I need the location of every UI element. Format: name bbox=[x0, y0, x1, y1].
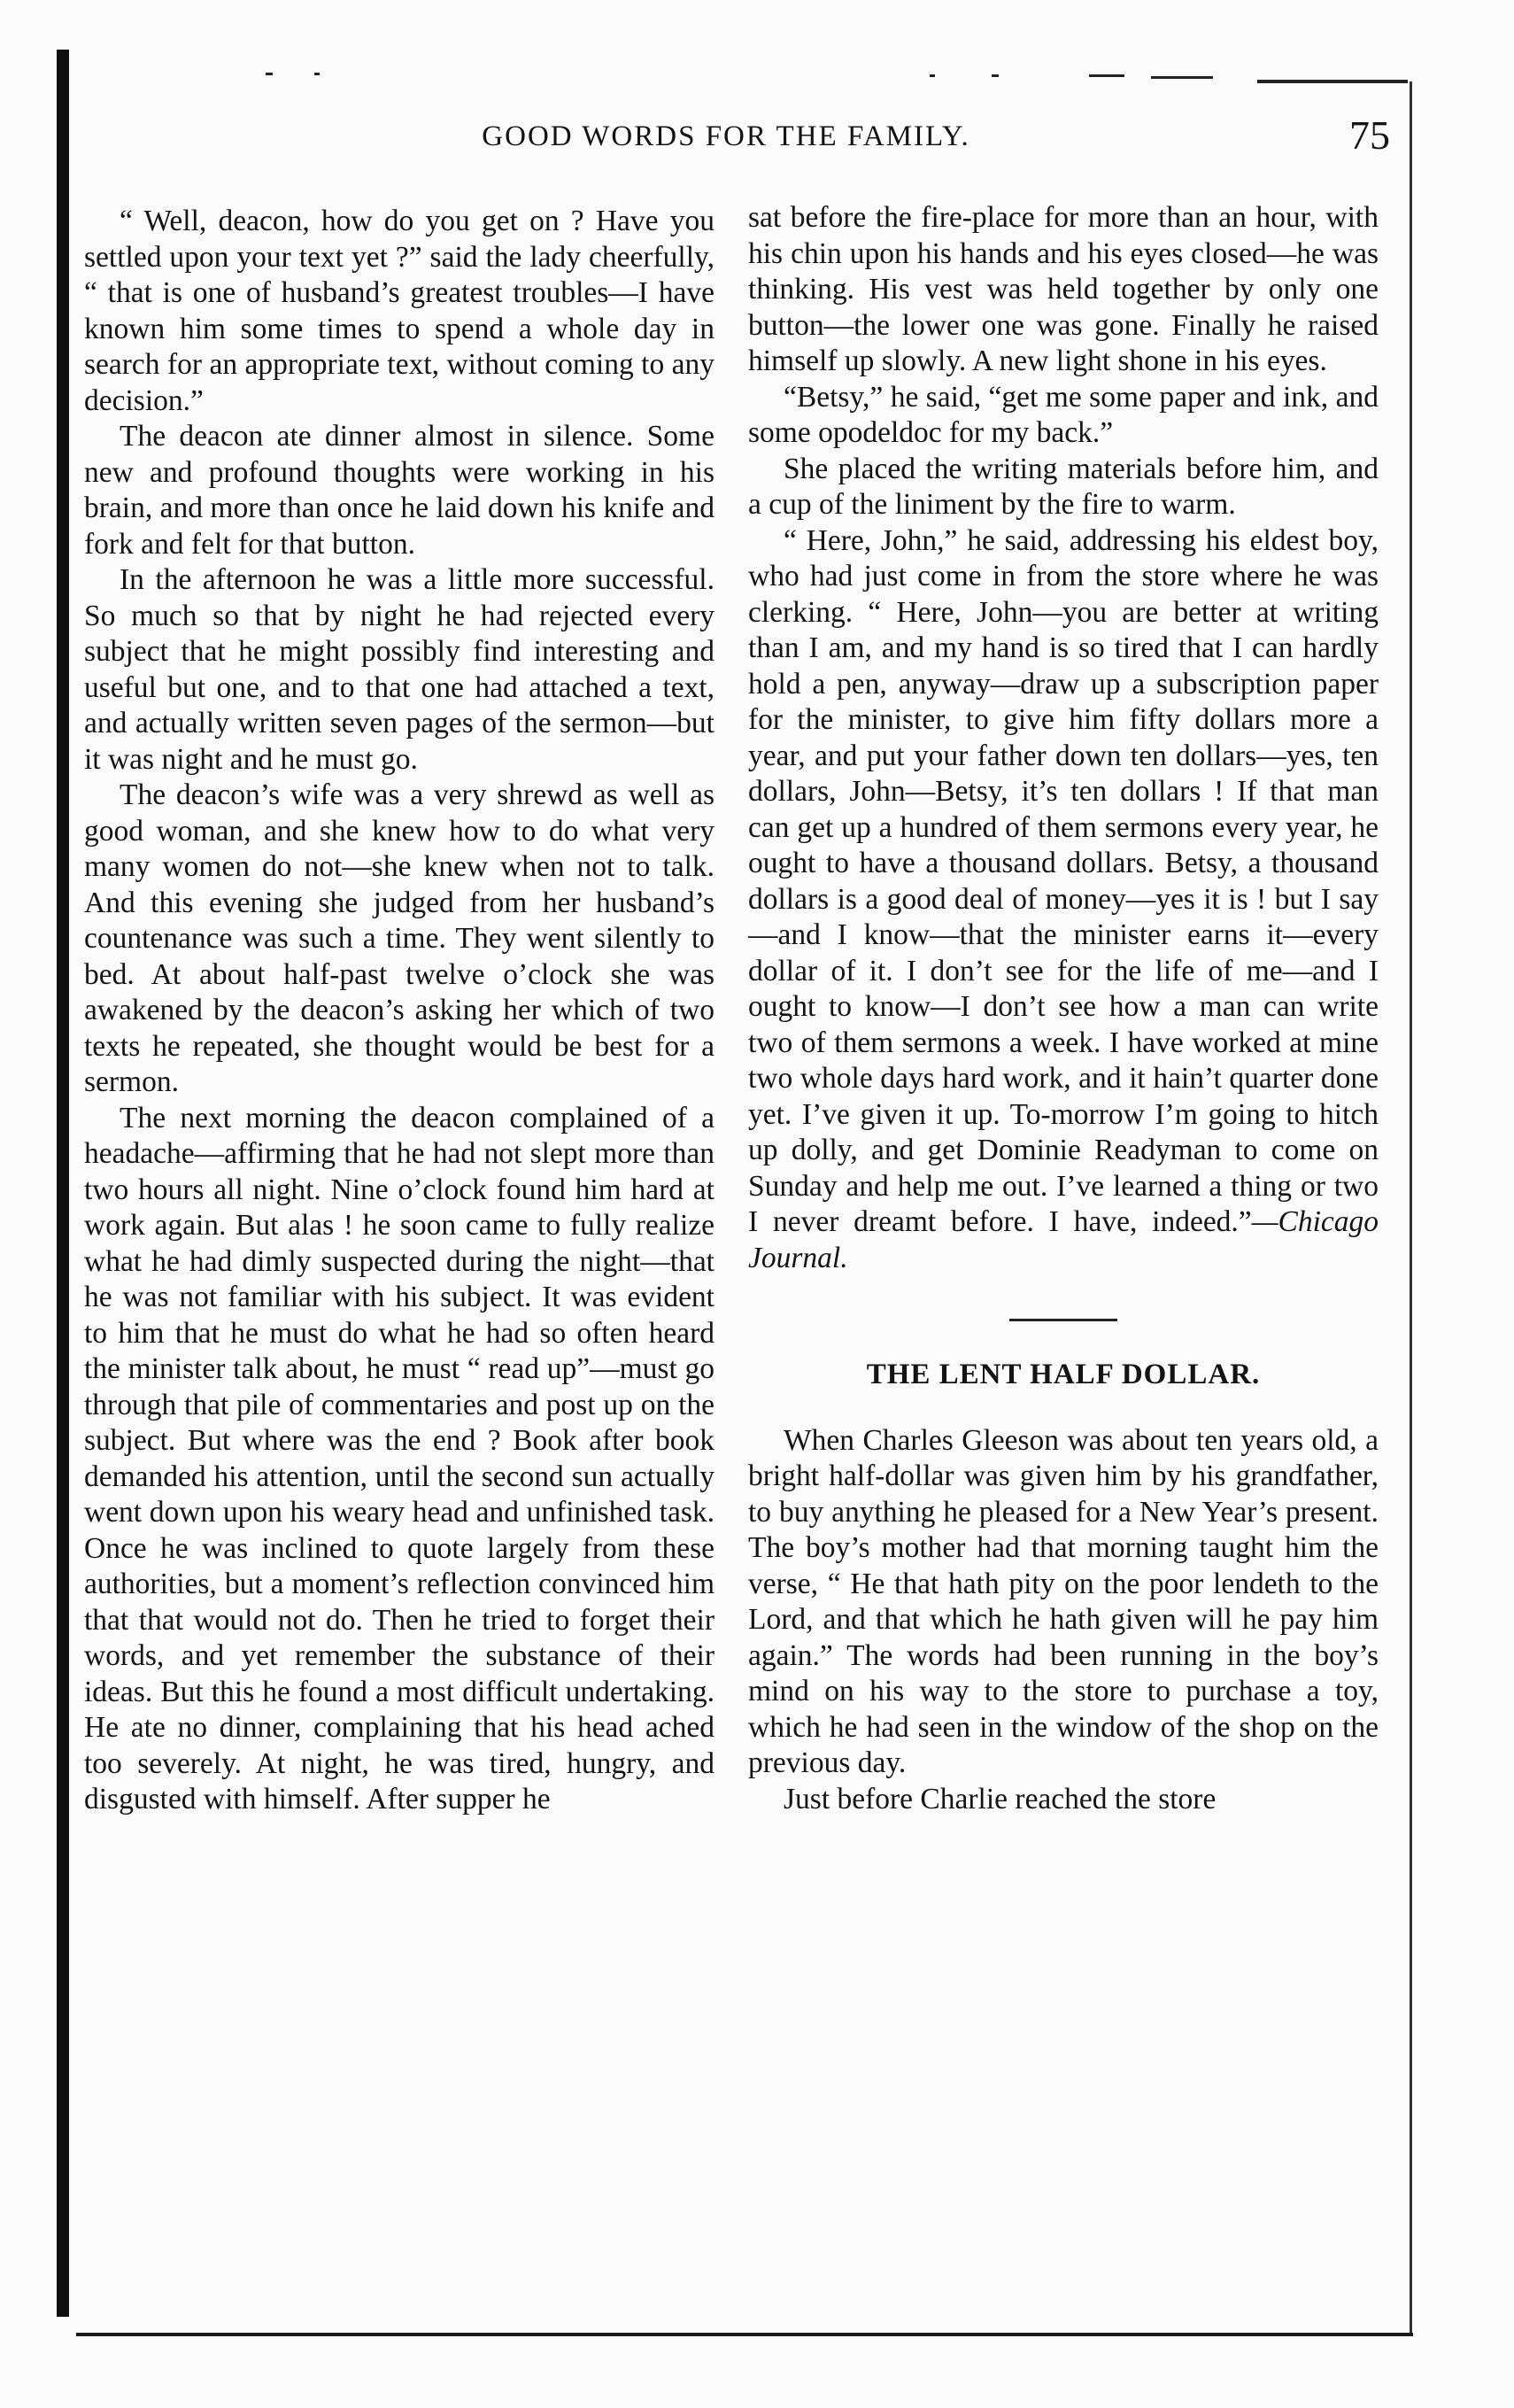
scan-mark bbox=[1089, 74, 1124, 77]
top-border-rule bbox=[1257, 80, 1408, 83]
scan-mark bbox=[992, 74, 999, 77]
right-border-rule bbox=[1410, 81, 1412, 2335]
page-binding-edge bbox=[57, 50, 69, 2317]
running-header-title: GOOD WORDS FOR THE FAMILY. bbox=[482, 120, 970, 152]
paragraph: sat before the fire-place for more than an hour, with his chin upon his hands and his eyes closed—he was thinking. His vest was held together by only one button—the lower one was gone. Finally he raised himself up slowly. A new light shone in his eyes. bbox=[748, 201, 1379, 377]
paragraph: “Betsy,” he said, “get me some paper and ink, and some opodeldoc for my back.” bbox=[748, 380, 1379, 449]
page-number: 75 bbox=[1349, 112, 1390, 158]
paragraph: Just before Charlie reached the store bbox=[784, 1782, 1217, 1816]
paragraph: The deacon’s wife was a very shrewd as well as good woman, and she knew how to do what very many women do not—she knew when not to talk. And this evening she judged from her husband’s countenance was such a time. They went silently to bed. At about half-past twelve o’clock she was awakened by the deacon’s asking her which of two texts he repeated, she thought would be best for a sermon. bbox=[84, 778, 715, 1098]
source-attribution: —Chicago Journal. bbox=[748, 1205, 1379, 1274]
scan-mark bbox=[314, 73, 320, 75]
paragraph: “ Well, deacon, how do you get on ? Have you settled upon your text yet ?” said the lady cheerfully, “ that is one of husband’s greatest troubles—I have known him some times to spend a whole day in search for an appropriate text, without coming to any decision.” bbox=[84, 205, 715, 417]
left-column bbox=[84, 204, 715, 1818]
paragraph: The next morning the deacon complained of a headache—affirming that he had not slept more than two hours all night. Nine o’clock found him hard at work again. But alas ! he soon came to fully realize what he had dimly suspected during the night—that he was not familiar with his subject. It was evident to him that he must do what he had so often heard the minister talk about, he must “ read up”—must go through that pile of commentaries and post up on the subject. But where was the end ? Book after book demanded his attention, until the second sun actually went down upon his weary head and unfinished task. Once he was inclined to quote largely from these authorities, but a moment’s reflection convinced him that that would not do. Then he tried to forget their words, and yet remember the substance of their ideas. But this he found a most difficult undertaking. He ate no dinner, complaining that his head ached too severely. At night, he was tired, hungry, and disgusted with himself. After supper he bbox=[84, 1101, 715, 1816]
paragraph: When Charles Gleeson was about ten years old, a bright half-dollar was given him by his grandfather, to buy anything he pleased for a New Year’s present. The boy’s mother had that morning taught him the verse, “ He that hath pity on the poor lendeth to the Lord, and that which he hath given will he pay him again.” The words had been running in the boy’s mind on his way to the store to purchase a toy, which he had seen in the window of the shop on the previous day. bbox=[748, 1423, 1379, 1779]
right-column bbox=[748, 200, 1379, 1817]
bottom-border-rule bbox=[76, 2333, 1413, 2336]
scan-mark bbox=[266, 73, 273, 75]
paragraph bbox=[748, 523, 1379, 1277]
paragraph-text: “ Here, John,” he said, addressing his eldest boy, who had just come in from the store where he was clerking. “ Here, John—you are better at writing than I am, and my hand is so tired that I can hardly hold a pen, anyway—draw up a subscription paper for the minister, to give him fifty dollars more a year, and put your father down ten dollars—yes, ten dollars, John—Betsy, it’s ten dollars ! If that man can get up a hundred of them sermons every year, he ought to have a thousand dollars. Betsy, a thousand dollars is a good deal of money—yes it is ! but I say—and I know—that the minister earns it—every dollar of it. I don’t see for the life of me—and I ought to know—I don’t see how a man can write two of them sermons a week. I have worked at mine two whole days hard work, and it hain’t quarter done yet. I’ve given it up. To-morrow I’m going to hitch up dolly, and get Dominie Readyman to come on Sunday and help me out. I’ve learned a thing or two I never dreamt before. I have, indeed.” bbox=[748, 523, 1379, 1238]
section-heading: THE LENT HALF DOLLAR. bbox=[866, 1359, 1261, 1390]
scan-mark bbox=[1151, 76, 1213, 79]
paragraph: The deacon ate dinner almost in silence. Some new and profound thoughts were working in his brain, and more than once he laid down his knife and fork and felt for that button. bbox=[84, 420, 715, 561]
section-divider bbox=[1009, 1319, 1117, 1321]
scan-mark bbox=[930, 74, 935, 77]
paragraph: She placed the writing materials before him, and a cup of the liniment by the fire to warm. bbox=[748, 452, 1379, 521]
paragraph: In the afternoon he was a little more successful. So much so that by night he had rejected every subject that he might possibly find interesting and useful but one, and to that one had attached a text, and actually written seven pages of the sermon—but it was night and he must go. bbox=[84, 563, 715, 776]
